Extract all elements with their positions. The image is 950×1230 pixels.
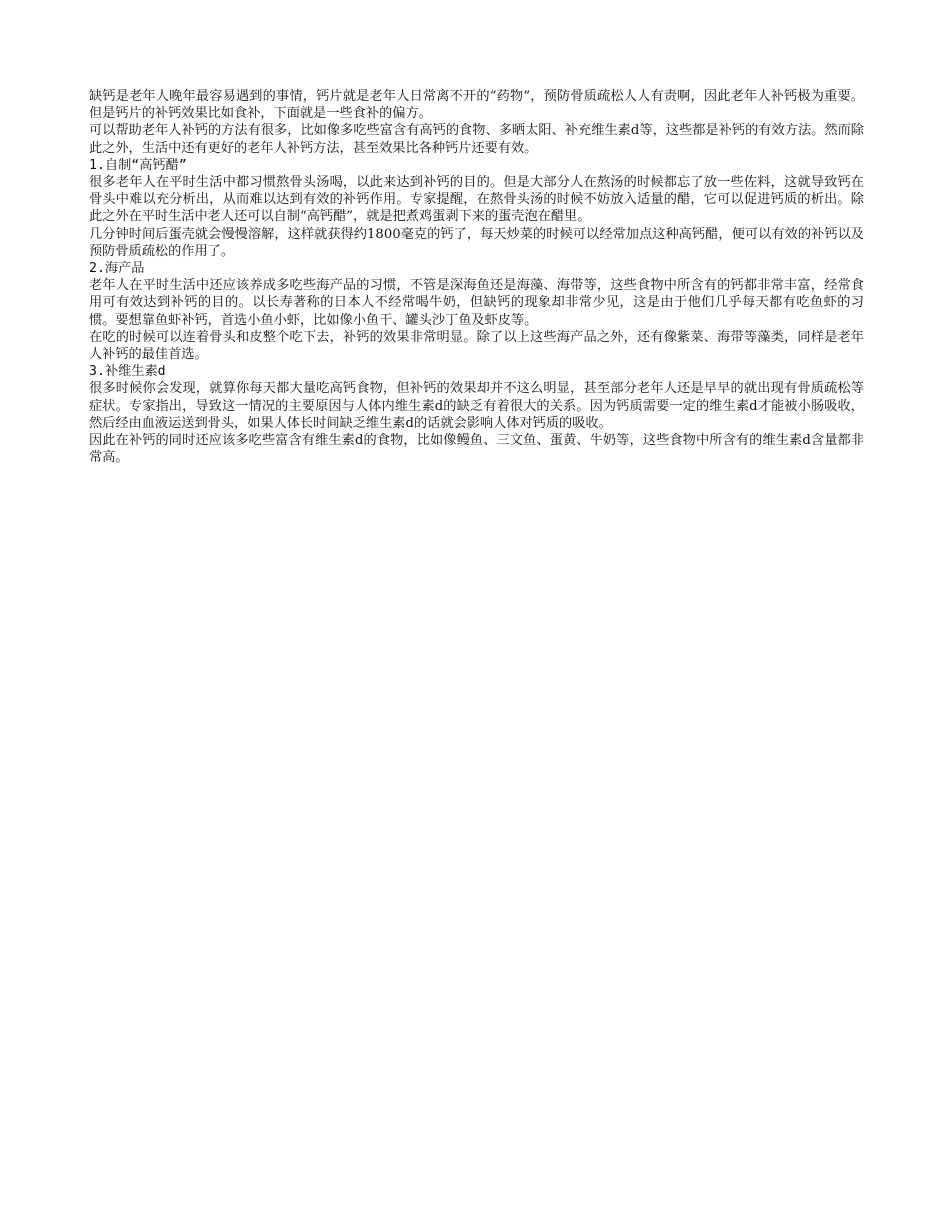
document-body bbox=[89, 88, 864, 466]
section-2-paragraph: 在吃的时候可以连着骨头和皮整个吃下去，补钙的效果非常明显。除了以上这些海产品之外，还有像紫菜、海带等藻类，同样是老年人补钙的最佳首选。 bbox=[89, 329, 864, 363]
intro-paragraph: 可以帮助老年人补钙的方法有很多，比如像多吃些富含有高钙的食物、多晒太阳、补充维生素d等，这些都是补钙的有效方法。然而除此之外，生活中还有更好的老年人补钙方法，甚至效果比各种钙片还要有效。 bbox=[89, 123, 864, 156]
section-1-paragraph: 几分钟时间后蛋壳就会慢慢溶解，这样就获得约1800毫克的钙了，每天炒菜的时候可以经常加点这种高钙醋，便可以有效的补钙以及预防骨质疏松的作用了。 bbox=[89, 226, 864, 259]
section-3-paragraph: 因此在补钙的同时还应该多吃些富含有维生素d的食物，比如像鳗鱼、三文鱼、蛋黄、牛奶等，这些食物中所含有的维生素d含量都非常高。 bbox=[89, 433, 864, 466]
section-2-paragraph: 老年人在平时生活中还应该养成多吃些海产品的习惯，不管是深海鱼还是海藻、海带等，这些食物中所含有的钙都非常丰富，经常食用可有效达到补钙的目的。以长寿著称的日本人不经常喝牛奶，但缺钙的现象却非常少见，这是由于他们几乎每天都有吃鱼虾的习惯。要想靠鱼虾补钙，首选小鱼小虾，比如像小鱼干、罐头沙丁鱼及虾皮等。 bbox=[89, 278, 864, 328]
section-3-paragraph: 很多时候你会发现，就算你每天都大量吃高钙食物，但补钙的效果却并不这么明显，甚至部分老年人还是早早的就出现有骨质疏松等症状。专家指出，导致这一情况的主要原因与人体内维生素d的缺乏有着很大的关系。因为钙质需要一定的维生素d才能被小肠吸收，然后经由血液运送到骨头，如果人体长时间缺乏维生素d的话就会影响人体对钙质的吸收。 bbox=[89, 381, 864, 431]
section-1-paragraph: 很多老年人在平时生活中都习惯熬骨头汤喝，以此来达到补钙的目的。但是大部分人在熬汤的时候都忘了放一些佐料，这就导致钙在骨头中难以充分析出，从而难以达到有效的补钙作用。专家提醒，在熬骨头汤的时候不妨放入适量的醋，它可以促进钙质的析出。除此之外在平时生活中老人还可以自制“高钙醋”，就是把煮鸡蛋剥下来的蛋壳泡在醋里。 bbox=[89, 175, 864, 225]
section-heading-2: 2.海产品 bbox=[89, 261, 145, 277]
intro-paragraph: 缺钙是老年人晚年最容易遇到的事情，钙片就是老年人日常离不开的“药物”，预防骨质疏松人人有责啊，因此老年人补钙极为重要。但是钙片的补钙效果比如食补，下面就是一些食补的偏方。 bbox=[89, 89, 864, 122]
section-heading-3: 3.补维生素d bbox=[89, 364, 166, 380]
section-heading-1: 1.自制“高钙醋” bbox=[89, 157, 187, 173]
